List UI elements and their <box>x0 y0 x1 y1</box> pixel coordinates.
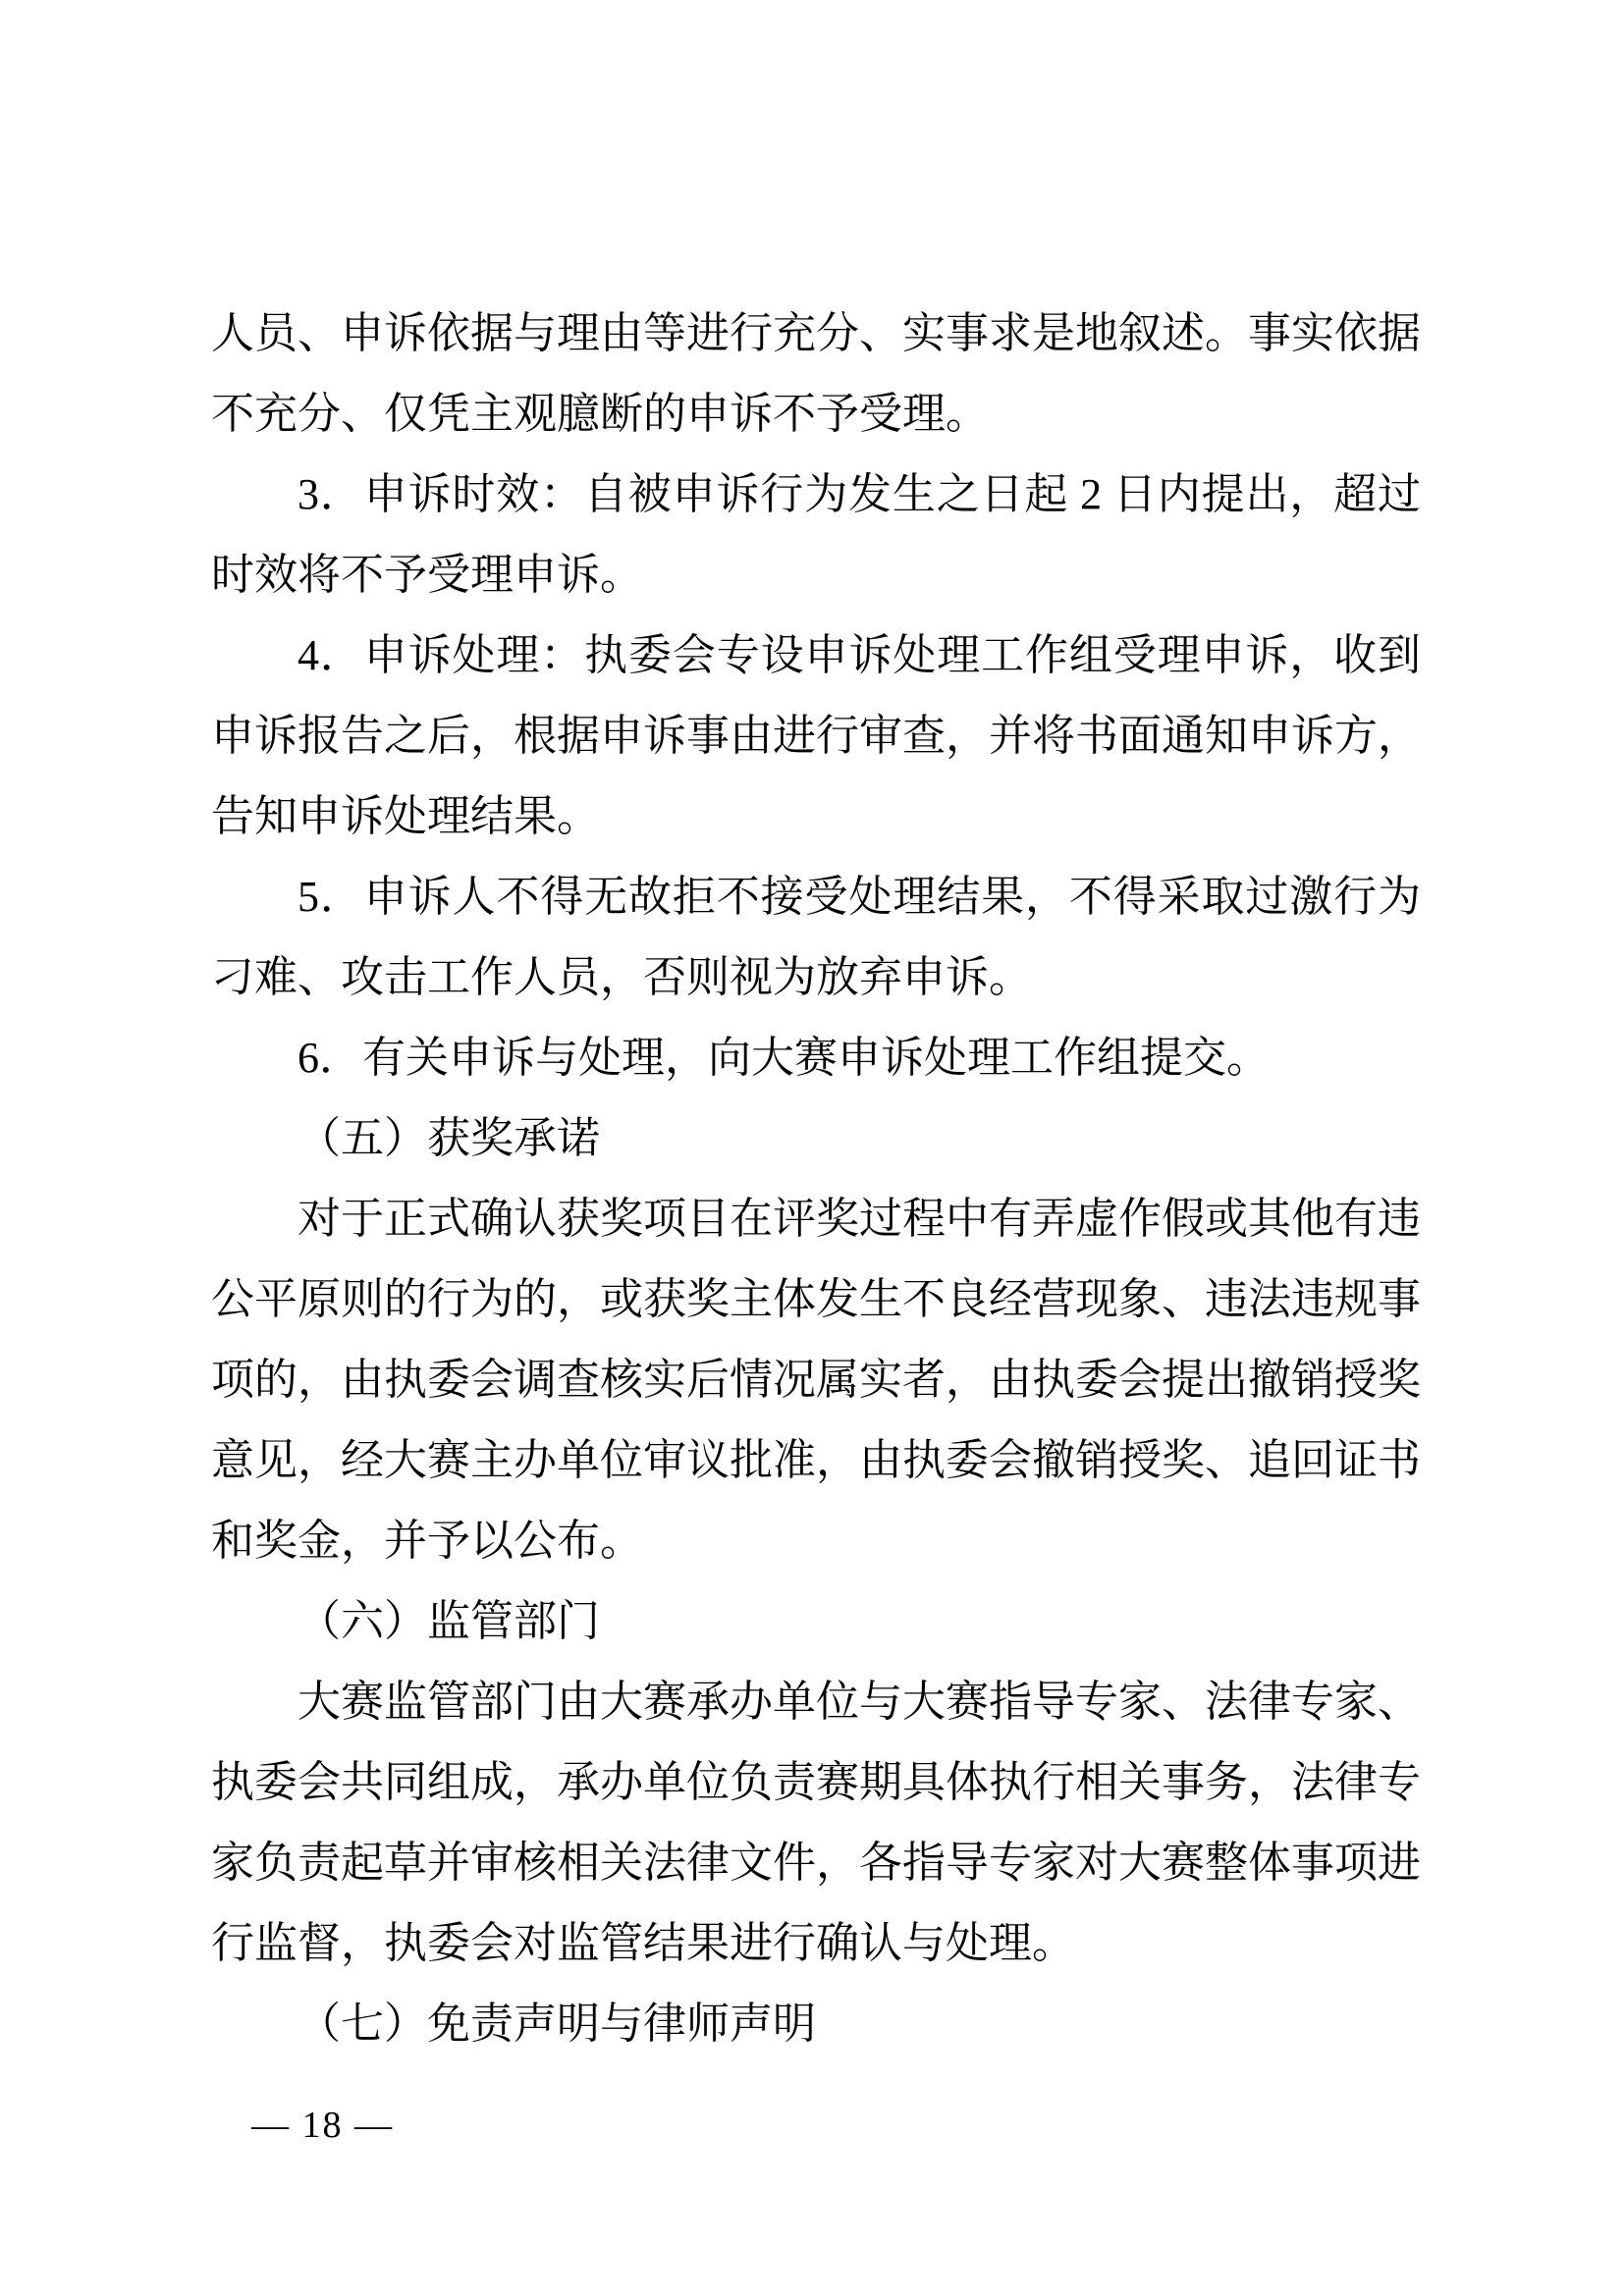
paragraph: 人员、申诉依据与理由等进行充分、实事求是地叙述。事实依据不充分、仅凭主观臆断的申诉不予受理。 <box>211 309 1421 438</box>
section-heading: （五）获奖承诺 <box>298 1114 600 1162</box>
paragraph: 4．申诉处理：执委会专设申诉处理工作组受理申诉，收到申诉报告之后，根据申诉事由进行审查，并将书面通知申诉方，告知申诉处理结果。 <box>211 631 1421 840</box>
document-body <box>211 294 1421 2064</box>
paragraph: 6．有关申诉与处理，向大赛申诉处理工作组提交。 <box>298 1034 1270 1082</box>
paragraph: 对于正式确认获奖项目在评奖过程中有弄虚作假或其他有违公平原则的行为的，或获奖主体发生不良经营现象、违法违规事项的，由执委会调查核实后情况属实者，由执委会提出撤销授奖意见，经大赛主办单位审议批准，由执委会撤销授奖、追回证书和奖金，并予以公布。 <box>211 1195 1421 1565</box>
section-heading: （六）监管部门 <box>298 1597 600 1645</box>
paragraph: 5．申诉人不得无故拒不接受处理结果，不得采取过激行为刁难、攻击工作人员，否则视为放弃申诉。 <box>211 873 1421 1001</box>
paragraph: 大赛监管部门由大赛承办单位与大赛指导专家、法律专家、执委会共同组成，承办单位负责赛期具体执行相关事务，法律专家负责起草并审核相关法律文件，各指导专家对大赛整体事项进行监督，执委会对监管结果进行确认与处理。 <box>211 1678 1421 1967</box>
section-heading: （七）免责声明与律师声明 <box>298 2000 816 2048</box>
paragraph: 3．申诉时效：自被申诉行为发生之日起 2 日内提出，超过时效将不予受理申诉。 <box>211 470 1421 599</box>
page-number: — 18 — <box>251 2105 394 2146</box>
